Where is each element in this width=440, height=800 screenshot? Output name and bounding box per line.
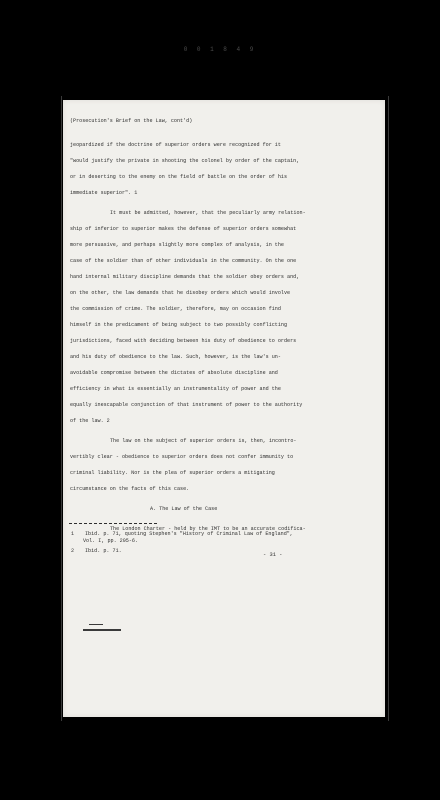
- text-line: and his duty of obedience to the law. Such, however, is the law's un-: [70, 354, 281, 360]
- footnote-divider: [69, 523, 157, 524]
- page-number: - 31 -: [263, 552, 283, 558]
- text-line: hand internal military discipline demands that the soldier obey orders and,: [70, 274, 300, 280]
- running-header: (Prosecution's Brief on the Law, cont'd): [70, 118, 193, 124]
- footnote-number: 1: [71, 531, 75, 537]
- text-line: more persuasive, and perhaps slightly more complex of analysis, in the: [70, 242, 284, 248]
- footnotes: [69, 531, 369, 555]
- footnote-2: [69, 548, 369, 555]
- text-line: of the law. 2: [70, 418, 110, 424]
- text-line: vertibly clear - obedience to superior orders does not confer immunity to: [70, 454, 294, 460]
- footnote-number: 2: [71, 548, 75, 554]
- text-line: "would justify the private in shooting the colonel by order of the captain,: [70, 158, 300, 164]
- text-line: himself in the predicament of being subject to two possibly conflicting: [70, 322, 288, 328]
- section-heading: A. The Law of the Case: [150, 506, 218, 512]
- footnote-1: [69, 531, 369, 538]
- text-line: or in deserting to the enemy on the field of battle on the order of his: [70, 174, 288, 180]
- text-line: jeopardized if the doctrine of superior orders were recognized for it: [70, 142, 281, 148]
- text-line: the commission of crime. The soldier, therefore, may on occasion find: [70, 306, 281, 312]
- text-line: criminal liability. Nor is the plea of superior orders a mitigating: [70, 470, 275, 476]
- document-body: [70, 118, 376, 542]
- footnote-text: Vol. I, pp. 205-6.: [83, 538, 139, 544]
- document-page: [63, 100, 385, 717]
- text-line: case of the soldier than of other individuals in the community. On the one: [70, 258, 297, 264]
- paragraph-3: [70, 438, 376, 492]
- paragraph-2: [70, 210, 376, 424]
- text-line: efficiency in what is essentially an instrumentality of power and the: [70, 386, 281, 392]
- text-line: equally inescapable conjunction of that instrument of power to the authority: [70, 402, 303, 408]
- text-line: immediate superior". 1: [70, 190, 138, 196]
- paragraph-1: [70, 142, 376, 196]
- text-line: The law on the subject of superior orders is, then, incontro-: [110, 438, 297, 444]
- text-line: It must be admitted, however, that the peculiarly army relation-: [110, 210, 306, 216]
- film-frame-label: 0 0 1 8 4 9: [183, 46, 257, 53]
- pencil-mark: [83, 629, 121, 631]
- text-line: jurisdictions, faced with deciding between his duty of obedience to orders: [70, 338, 297, 344]
- text-line: circumstance on the facts of this case.: [70, 486, 190, 492]
- text-line: avoidable compromise between the dictates of absolute discipline and: [70, 370, 278, 376]
- text-line: ship of inferior to superior makes the defense of superior orders somewhat: [70, 226, 297, 232]
- paragraph-4: The London Charter - held by the IMT to be an accurate codifica-: [110, 526, 306, 532]
- footnote-text: Ibid. p. 71, quoting Stephen's "History of Criminal Law of England",: [85, 531, 293, 537]
- footnote-text: Ibid. p. 71.: [85, 548, 122, 554]
- text-line: on the other, the law demands that he disobey orders which would involve: [70, 290, 291, 296]
- pencil-mark: [89, 624, 103, 625]
